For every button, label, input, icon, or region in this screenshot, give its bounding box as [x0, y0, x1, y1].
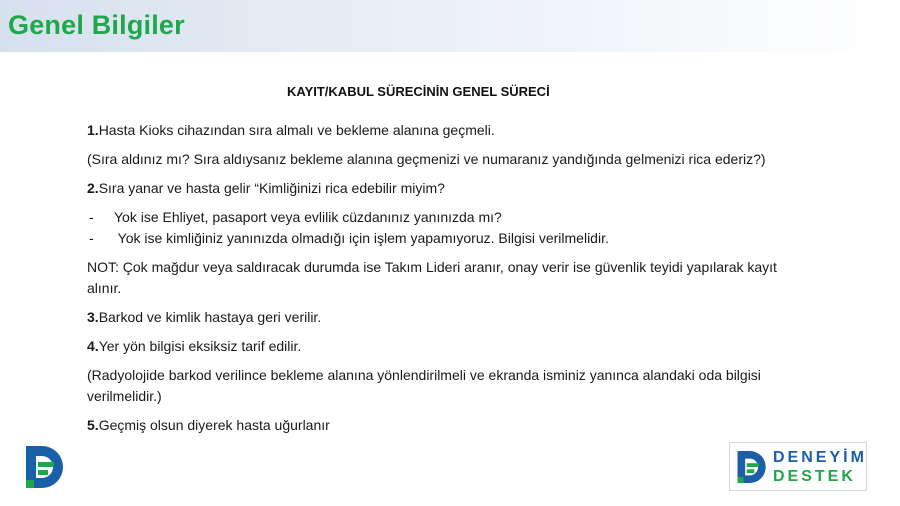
- brand-name-line2: DESTEK: [773, 468, 856, 485]
- step-2: [87, 178, 807, 199]
- step-2-text: Sıra yanar ve hasta gelir “Kimliğinizi rica edebilir miyim?: [98, 180, 445, 196]
- step-5-number: 5.: [87, 417, 99, 433]
- note-1: (Sıra aldınız mı? Sıra aldıysanız bekleme alanına geçmenizi ve numaranız yandığında gelmenizi rica ederiz?): [87, 151, 766, 167]
- bullet-text: Yok ise kimliğiniz yanınızda olmadığı için işlem yapamıyoruz. Bilgisi verilmelidir.: [114, 230, 609, 246]
- note-3: (Radyolojide barkod verilince bekleme alanına yönlendirilmeli ve ekranda isminiz yanınca alandaki oda bilgisi verilmelidir.): [87, 367, 761, 404]
- list-item: [89, 228, 807, 249]
- step-4: [87, 336, 807, 357]
- step-2-bullets: [87, 207, 807, 249]
- slide-title: Genel Bilgiler: [8, 10, 185, 40]
- dd-logo-icon: [24, 444, 66, 490]
- step-1-number: 1.: [87, 122, 99, 138]
- content-body: [87, 120, 807, 444]
- step-4-number: 4.: [87, 338, 99, 354]
- step-4-text: Yer yön bilgisi eksiksiz tarif edilir.: [98, 338, 302, 354]
- bullet-text: Yok ise Ehliyet, pasaport veya evlilik cüzdanınız yanınızda mı?: [114, 209, 502, 225]
- brand-name-line1: DENEYİM: [773, 449, 867, 466]
- step-2-number: 2.: [87, 180, 99, 196]
- step-3: [87, 307, 807, 328]
- section-heading: KAYIT/KABUL SÜRECİNİN GENEL SÜRECİ: [287, 84, 550, 99]
- step-1: [87, 120, 807, 141]
- step-1-text: Hasta Kioks cihazından sıra almalı ve bekleme alanına geçmeli.: [98, 122, 495, 138]
- step-5-text: Geçmiş olsun diyerek hasta uğurlanır: [98, 417, 330, 433]
- step-3-text: Barkod ve kimlik hastaya geri verilir.: [98, 309, 322, 325]
- bullet-dash: -: [89, 209, 94, 225]
- step-5: [87, 415, 807, 436]
- list-item: [89, 207, 807, 228]
- step-3-number: 3.: [87, 309, 99, 325]
- brand-logo: [729, 442, 867, 491]
- note-2: NOT: Çok mağdur veya saldıracak durumda ise Takım Lideri aranır, onay verir ise güvenlik teyidi yapılarak kayıt alınır.: [87, 259, 777, 296]
- bullet-dash: -: [89, 230, 94, 246]
- dd-mark-icon: [736, 449, 768, 485]
